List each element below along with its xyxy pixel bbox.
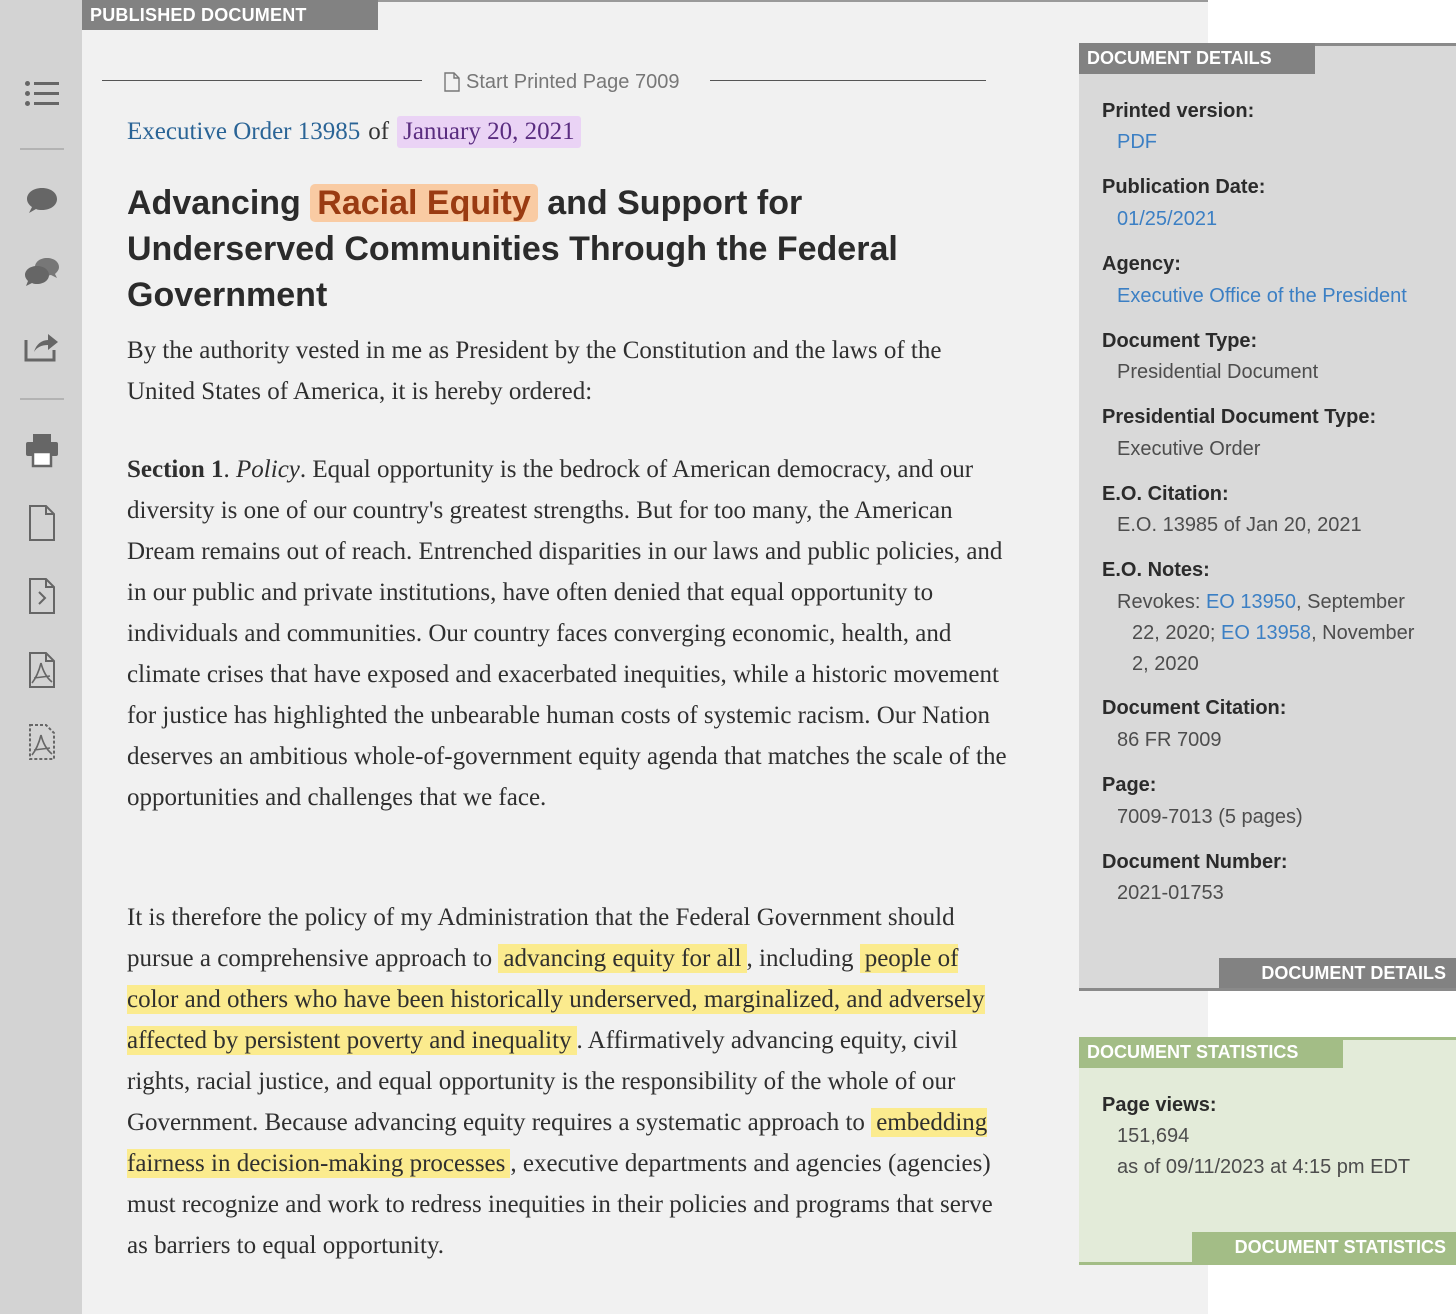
printed-page-marker — [444, 68, 679, 96]
publication-date-link[interactable]: 01/25/2021 — [1117, 208, 1218, 230]
table-of-contents-icon[interactable] — [22, 74, 62, 114]
section-1-paragraph: Section 1. Policy. Equal opportunity is the bedrock of American democracy, and our diversity is one of our country's greatest strengths. But for too many, the American Dream remains out of reach. Entrenched disparities in our laws and public policies, and in our public and private institutions, have often denied that equal opportunity to individuals and communities. Our country faces converging economic, health, and climate crises that have exposed and exacerbated inequities, while a historic movement for justice has highlighted the unbearable human costs of systemic racism. Our Nation deserves an ambitious whole-of-government equity agenda that matches the scale of the opportunities and challenges that we face. — [127, 456, 1007, 811]
eo-notes-label: E.O. Notes: — [1102, 559, 1210, 581]
highlight-embedding-fairness: embedding fairness in decision-making processes — [127, 1109, 988, 1177]
page-label: Page: — [1102, 774, 1157, 796]
page-value: 7009-7013 (5 pages) — [1117, 806, 1303, 828]
eo-13958-link[interactable]: EO 13958 — [1220, 622, 1312, 644]
published-document-tab: PUBLISHED DOCUMENT — [82, 0, 378, 30]
document-statistics-footer: DOCUMENT STATISTICS — [1192, 1232, 1456, 1262]
eo-13958-date-b: 2, 2020 — [1132, 653, 1199, 675]
highlight-advancing-equity: advancing equity for all — [498, 944, 746, 973]
document-type-value: Presidential Document — [1117, 361, 1319, 383]
document-citation-label: Document Citation: — [1102, 697, 1287, 719]
printed-page-rule-right — [710, 80, 986, 81]
eo-13950-date-b: 22, 2020; — [1132, 622, 1216, 644]
policy-text-4: , executive departments and agencies (agencies) must recognize and work to redress inequities in their policies and programs that serve as barriers to equal opportunity. — [127, 1150, 993, 1259]
agency-link[interactable]: Executive Office of the President — [1117, 285, 1407, 307]
toolbar-divider — [20, 148, 64, 150]
title-post: and Support for Underserved Communities Through the Federal Government — [127, 184, 898, 314]
page-views-as-of: as of 09/11/2023 at 4:15 pm EDT — [1117, 1156, 1411, 1178]
policy-text-1: It is therefore the policy of my Administration that the Federal Government should pursue a comprehensive approach to — [127, 904, 955, 972]
presidential-document-type-label: Presidential Document Type: — [1102, 406, 1377, 428]
toolbar-divider — [20, 398, 64, 400]
page-views-value: 151,694 — [1117, 1125, 1190, 1147]
pdf-icon[interactable] — [22, 650, 62, 690]
section-1-text: Equal opportunity is the bedrock of American democracy, and our diversity is one of our country's greatest strengths. But for too many, the American Dream remains out of reach. Entrenched disparities in our laws and public policies, and in our public and private institutions, have often denied that equal opportunity to individuals and communities. Our country faces converging economic, health, and climate crises that have exposed and exacerbated inequities, while a historic movement for justice has highlighted the unbearable human costs of systemic racism. Our Nation deserves an ambitious whole-of-government equity agenda that matches the scale of the opportunities and challenges that we face. — [127, 456, 1007, 811]
eo-13958-date-a: , November — [1311, 622, 1415, 644]
eo-date-highlight: January 20, 2021 — [397, 116, 581, 148]
agency-label: Agency: — [1102, 253, 1181, 275]
pdf-dashed-icon[interactable] — [22, 722, 62, 762]
title-highlight: Racial Equity — [310, 184, 538, 222]
document-number-label: Document Number: — [1102, 851, 1288, 873]
section-label: Section 1 — [127, 456, 224, 483]
title-pre: Advancing — [127, 184, 301, 222]
discussion-icon[interactable] — [22, 252, 62, 292]
section-heading: Policy — [236, 456, 300, 483]
page-views-label: Page views: — [1102, 1094, 1217, 1116]
executive-order-line — [127, 116, 581, 148]
policy-text-3: . Affirmatively advancing equity, civil rights, racial justice, and equal opportunity is the responsibility of the whole of our Government. Because advancing equity requires a systematic approach to — [127, 1027, 958, 1136]
xml-icon[interactable] — [22, 576, 62, 616]
printed-version-label: Printed version: — [1102, 100, 1255, 122]
policy-text-2: , including — [746, 945, 854, 972]
revokes-label: Revokes: — [1117, 591, 1201, 613]
document-details-tab: DOCUMENT DETAILS — [1079, 43, 1315, 74]
eo-13950-link[interactable]: EO 13950 — [1205, 591, 1297, 613]
printed-page-rule-left — [102, 80, 422, 81]
highlight-people-of-color: people of color and others who have been historically underserved, marginalized, and adversely affected by persistent poverty and inequality — [127, 945, 985, 1054]
document-details-footer: DOCUMENT DETAILS — [1219, 958, 1456, 988]
document-number-value: 2021-01753 — [1117, 882, 1224, 904]
page-icon — [444, 72, 460, 92]
comment-icon[interactable] — [22, 180, 62, 220]
left-toolbar — [0, 0, 82, 1314]
pdf-link[interactable]: PDF — [1117, 131, 1157, 153]
eo-of: of — [368, 118, 390, 145]
eo-13950-date-a: , September — [1296, 591, 1405, 613]
share-icon[interactable] — [22, 326, 62, 366]
executive-order-link[interactable]: Executive Order 13985 — [127, 118, 361, 145]
document-statistics-tab: DOCUMENT STATISTICS — [1079, 1037, 1343, 1068]
presidential-document-type-value: Executive Order — [1117, 438, 1261, 460]
document-citation-value: 86 FR 7009 — [1117, 729, 1222, 751]
document-type-label: Document Type: — [1102, 330, 1258, 352]
eo-citation-value: E.O. 13985 of Jan 20, 2021 — [1117, 514, 1362, 536]
document-title — [127, 180, 987, 318]
policy-paragraph — [127, 897, 1007, 1266]
eo-notes-value — [1117, 587, 1437, 680]
print-icon[interactable] — [22, 430, 62, 470]
publication-date-label: Publication Date: — [1102, 176, 1266, 198]
document-icon[interactable] — [22, 503, 62, 543]
intro-paragraph: By the authority vested in me as President by the Constitution and the laws of the United States of America, it is hereby ordered: — [127, 337, 942, 405]
printed-page-label: Start Printed Page 7009 — [466, 70, 680, 93]
eo-citation-label: E.O. Citation: — [1102, 483, 1229, 505]
